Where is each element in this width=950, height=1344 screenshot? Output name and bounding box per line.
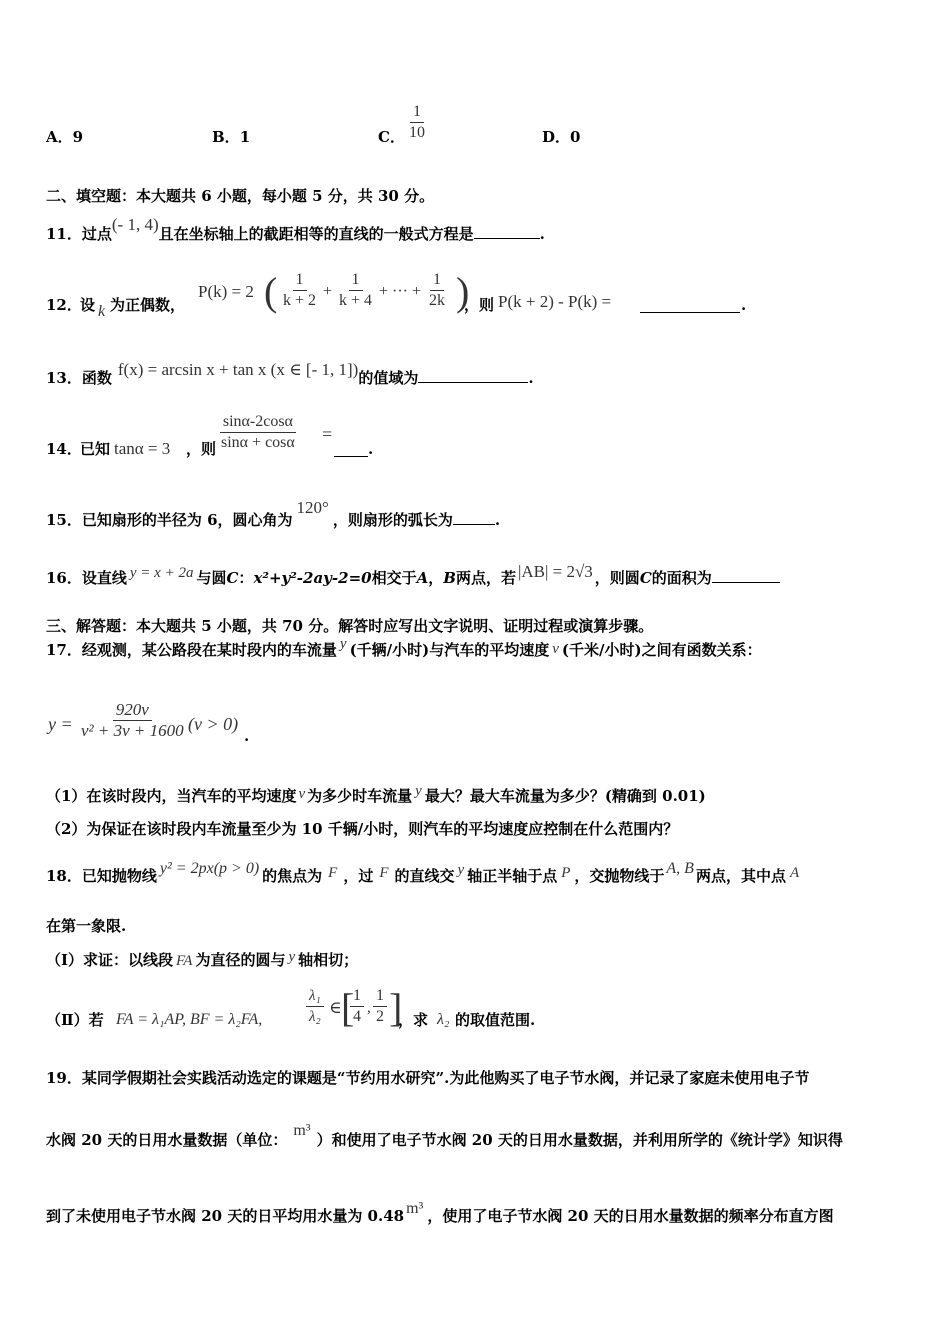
q18-line2: 在第一象限. <box>46 917 127 935</box>
question-19-line3 <box>46 1200 834 1227</box>
text: 最大？最大车流量为多少？(精确到 0.01) <box>424 787 706 805</box>
left-bracket: [ <box>341 985 355 1030</box>
q10-option-d <box>542 127 580 147</box>
fraction-denominator: λ₂ <box>309 1009 321 1025</box>
left-paren: ( <box>264 269 278 314</box>
lambda-ratio <box>306 986 324 1027</box>
text: 的值域为 <box>358 369 419 387</box>
text: . <box>539 225 545 243</box>
text: 已知抛物线 <box>81 867 157 885</box>
angle-expression: 120° <box>296 498 329 517</box>
question-number: 18． <box>46 867 82 885</box>
text: 与圆 <box>196 569 227 587</box>
question-number: 17． <box>46 641 82 659</box>
answer-blank <box>334 439 368 457</box>
fraction-3 <box>426 270 448 311</box>
q17-part2: （2）为保证在该时段内车流量至少为 10 千辆/小时，则汽车的平均速度应控制在什么范围内？ <box>46 820 679 838</box>
section3-heading: 三、解答题：本大题共 5 小题，共 70 分。解答时应写出文字说明、证明过程或演算步骤。 <box>46 617 654 635</box>
text: 已知扇形的半径为 6，圆心角为 <box>81 511 293 529</box>
fraction-denominator: 2k <box>429 292 445 309</box>
question-17-stem <box>46 636 762 661</box>
right-bracket: ] <box>389 985 403 1030</box>
math-variable: y <box>288 949 296 965</box>
question-number: 15． <box>46 511 82 529</box>
circle-equation: x²+y²-2ay-2=0 <box>253 569 372 587</box>
q10-option-a <box>46 127 83 147</box>
unit: m³ <box>406 1200 424 1217</box>
math-variable: F <box>379 865 389 881</box>
fraction-numerator: 1 <box>373 986 387 1007</box>
fraction-numerator: 1 <box>350 986 364 1007</box>
text: 已知 <box>80 440 111 458</box>
fraction-1 <box>280 270 319 311</box>
question-number: 19． <box>46 1069 82 1087</box>
text: . <box>368 440 374 458</box>
text: 的面积为 <box>651 569 712 587</box>
math-variable: C <box>226 569 239 587</box>
text: 轴相切； <box>298 951 359 969</box>
text: ，使用了电子节水阀 20 天的日用水量数据的频率分布直方图 <box>427 1207 834 1225</box>
option-label: A． <box>46 128 73 146</box>
fraction-denominator: 4 <box>353 1008 361 1025</box>
option-label: D． <box>542 128 571 146</box>
option-label: B． <box>212 128 240 146</box>
q14-fraction <box>218 412 298 453</box>
math-variable: F <box>328 865 338 881</box>
question-13 <box>46 360 534 388</box>
fraction-denominator: k + 4 <box>339 292 373 309</box>
fraction-numerator: sinα-2cosα <box>220 412 296 433</box>
text: ， <box>428 569 444 587</box>
text: . <box>741 296 747 314</box>
math-variable: v <box>552 641 559 657</box>
fraction-numerator: 1 <box>293 270 307 291</box>
line-expression: y = x + 2a <box>129 565 194 581</box>
text: 且在坐标轴上的截距相等的直线的一般式方程是 <box>158 225 474 243</box>
math-variable: A <box>416 569 429 587</box>
parabola-equation: y² = 2px(p > 0) <box>159 860 260 877</box>
question-15 <box>46 498 501 530</box>
option-value: 0 <box>570 128 581 146</box>
text: 为多少时车流量 <box>307 787 413 805</box>
text: （1）在该时段内，当汽车的平均速度 <box>46 787 297 805</box>
question-number: 11． <box>46 225 82 243</box>
fraction-numerator: 1 <box>430 270 444 291</box>
math-variable: C <box>639 569 652 587</box>
math-expression: P(k + 2) - P(k) = <box>498 292 612 311</box>
text: ，过 <box>343 867 374 885</box>
answer-blank <box>418 382 528 383</box>
answer-blank <box>640 295 740 313</box>
text: 设直线 <box>81 569 127 587</box>
bound-fraction-1 <box>350 986 364 1027</box>
question-19-line1 <box>46 1068 809 1088</box>
option-value: 1 <box>239 128 251 146</box>
text: 的焦点为 <box>262 867 323 885</box>
operator: + ··· + <box>379 283 422 300</box>
text: 经观测，某公路段在某时段内的车流量 <box>81 641 337 659</box>
math-expression: f(x) = arcsin x + tan x (x ∈ [- 1, 1]) <box>117 360 359 379</box>
formula-lhs: y = <box>48 714 73 734</box>
operator: = <box>322 424 333 444</box>
text: ，则扇形的弧长为 <box>332 511 453 529</box>
fraction-numerator: λ₁ <box>306 986 324 1007</box>
q17-part1 <box>46 783 706 807</box>
text: 轴正半轴于点 <box>467 867 558 885</box>
math-variable: y <box>339 636 347 652</box>
chord-expression: |AB| = 2√3 <box>517 562 593 581</box>
text: 为正偶数， <box>110 296 186 314</box>
option-label: C． <box>378 128 405 146</box>
math-variable: FA <box>176 953 193 969</box>
formula-fraction <box>78 700 187 741</box>
math-variable: A <box>789 865 800 881</box>
fraction-denominator: k + 2 <box>283 292 317 309</box>
fraction-denominator: sinα + cosα <box>221 434 295 451</box>
text: 某同学假期社会实践活动选定的课题是“节约用水研究”.为此他购买了电子节水阀，并记录了家庭未使用电子节 <box>81 1069 810 1087</box>
point-expression: (- 1, 4) <box>111 215 159 234</box>
answer-blank <box>474 238 540 239</box>
question-number: 16． <box>46 569 82 587</box>
section2-heading: 二、填空题：本大题共 6 小题，每小题 5 分，共 30 分。 <box>46 187 435 205</box>
right-paren: ) <box>456 269 470 314</box>
math-expression: P(k) = 2 <box>198 282 254 301</box>
text: . <box>528 369 534 387</box>
question-18-stem <box>46 860 800 887</box>
fraction-denominator: 2 <box>376 1008 384 1025</box>
q10-option-b <box>212 127 250 147</box>
math-variable: P <box>561 865 571 881</box>
question-number: 14． <box>46 440 82 458</box>
fraction-numerator: 1 <box>349 270 363 291</box>
question-16 <box>46 562 780 589</box>
formula-condition: (v > 0) <box>188 714 239 734</box>
text: 的取值范围. <box>455 1011 536 1029</box>
math-expression: A, B <box>666 860 694 877</box>
text: 过点 <box>81 225 112 243</box>
text: （Ⅱ）若 <box>46 1011 104 1029</box>
text: (千米/小时)之间有函数关系： <box>561 641 762 659</box>
bound-fraction-2 <box>373 986 387 1027</box>
text: 为直径的圆与 <box>195 951 286 969</box>
text: 水阀 20 天的日用水量数据（单位： <box>46 1131 288 1149</box>
text: ，求 <box>398 1011 429 1029</box>
option-value: 9 <box>72 128 84 146</box>
text: 的直线交 <box>394 867 455 885</box>
text: ）和使用了电子节水阀 20 天的日用水量数据，并利用所学的《统计学》知识得 <box>316 1131 843 1149</box>
text: ，则 <box>464 296 495 314</box>
math-variable: v <box>298 786 306 802</box>
question-number: 13． <box>46 369 82 387</box>
operator: ∈ <box>329 998 342 1017</box>
text: . <box>244 727 250 745</box>
question-19-line2 <box>46 1122 843 1151</box>
text: ： <box>238 569 254 587</box>
math-variable: y <box>415 783 422 799</box>
math-expression: tanα = 3 <box>114 439 171 458</box>
math-condition: FA = λ₁AP, BF = λ₂FA, <box>116 1011 263 1028</box>
question-number: 12． <box>46 296 82 314</box>
operator: + <box>323 283 333 300</box>
text: 设 <box>80 296 96 314</box>
text: 到了未使用电子节水阀 20 天的日平均用水量为 0.48 <box>46 1207 405 1225</box>
fraction-denominator: v² + 3v + 1600 <box>81 721 184 740</box>
math-variable: B <box>443 569 456 587</box>
fraction-2 <box>336 270 375 311</box>
fraction-denominator: 10 <box>409 124 425 141</box>
math-variable: y <box>457 862 465 878</box>
text: ，则圆 <box>594 569 640 587</box>
q18-part1 <box>46 950 358 971</box>
fraction-numerator: 1 <box>410 102 424 123</box>
text: . <box>494 511 501 529</box>
text: 相交于 <box>371 569 417 587</box>
unit: m³ <box>293 1122 311 1139</box>
question-11 <box>46 215 545 244</box>
math-variable: λ₂ <box>437 1011 450 1028</box>
fraction-numerator: 920v <box>113 700 152 721</box>
text: 函数 <box>81 369 112 387</box>
text: 两点，其中点 <box>695 867 786 885</box>
text: （Ⅰ）求证：以线段 <box>46 951 174 969</box>
math-variable: k <box>98 303 106 320</box>
text: ，则 <box>186 440 217 458</box>
text: ，交抛物线于 <box>574 867 665 885</box>
text: 两点，若 <box>455 569 516 587</box>
option-c-fraction <box>406 102 428 143</box>
text: (千辆/小时)与汽车的平均速度 <box>349 641 550 659</box>
answer-blank <box>712 582 780 583</box>
operator: , <box>367 1000 371 1016</box>
answer-blank <box>453 524 495 525</box>
